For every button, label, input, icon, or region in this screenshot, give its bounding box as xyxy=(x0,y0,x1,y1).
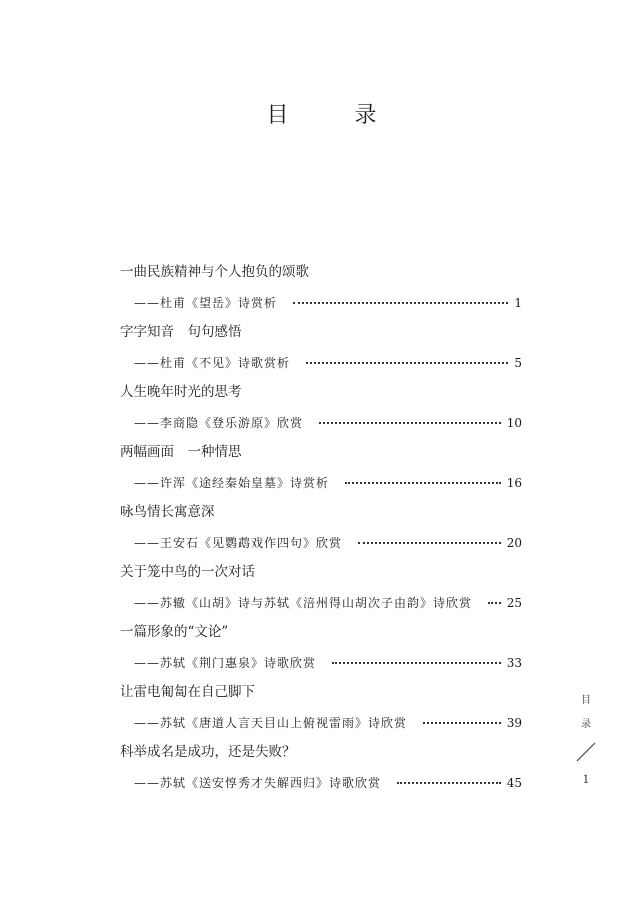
toc-entry-heading: 一曲民族精神与个人抱负的颂歌 xyxy=(120,264,309,280)
toc-entry[interactable] xyxy=(120,682,522,742)
toc-entry[interactable] xyxy=(120,742,522,802)
dot-leader xyxy=(293,302,508,304)
toc-entry-subtitle: ——苏轼《唐道人言天目山上俯视雷雨》诗欣赏 xyxy=(134,716,408,730)
toc-entry-page-number: 1 xyxy=(514,296,522,310)
toc-entry-page-number: 45 xyxy=(506,776,522,790)
toc-entry-heading: 字字知音 句句感悟 xyxy=(120,324,242,340)
toc-entry-heading: 关于笼中鸟的一次对话 xyxy=(120,564,255,580)
toc-entry[interactable] xyxy=(120,502,522,562)
toc-entry-subtitle: ——李商隐《登乐游原》欣赏 xyxy=(134,416,304,430)
toc-entry-subtitle: ——杜甫《不见》诗歌赏析 xyxy=(134,356,291,370)
toc-entry-subtitle: ——杜甫《望岳》诗赏析 xyxy=(134,296,278,310)
dot-leader xyxy=(319,422,501,424)
toc-entry-page-number: 10 xyxy=(506,416,522,430)
toc-entry-page-number: 16 xyxy=(506,476,522,490)
side-tab-char: 录 xyxy=(581,719,591,730)
page-number: 1 xyxy=(582,773,590,786)
toc-entry-subtitle: ——苏轼《送安惇秀才失解西归》诗歌欣赏 xyxy=(134,776,382,790)
slash-divider-icon xyxy=(575,741,597,763)
toc-entry-page-number: 20 xyxy=(506,536,522,550)
toc-entry[interactable] xyxy=(120,442,522,502)
toc-entry-subtitle: ——王安石《见鹦鹉戏作四句》欣赏 xyxy=(134,536,343,550)
toc-entry-page-number: 33 xyxy=(506,656,522,670)
dot-leader xyxy=(345,482,501,484)
toc-entry[interactable] xyxy=(120,262,522,322)
toc-entry-heading: 让雷电匍匐在自己脚下 xyxy=(120,684,255,700)
toc-entry-subtitle: ——苏轼《荆门惠泉》诗歌欣赏 xyxy=(134,656,317,670)
toc-entry-subtitle: ——许浑《途经秦始皇墓》诗赏析 xyxy=(134,476,330,490)
toc-entry-page-number: 25 xyxy=(506,596,522,610)
toc-entry-heading: 咏鸟情长寓意深 xyxy=(120,504,215,520)
toc-entry-heading: 科举成名是成功，还是失败？ xyxy=(120,744,296,760)
toc-entry-heading: 人生晚年时光的思考 xyxy=(120,384,242,400)
toc-entry-page-number: 5 xyxy=(514,356,522,370)
dot-leader xyxy=(332,662,501,664)
side-tab-char: 目 xyxy=(581,695,591,706)
dot-leader xyxy=(397,782,501,784)
toc-entry-subtitle: ——苏辙《山胡》诗与苏轼《涪州得山胡次子由韵》诗欣赏 xyxy=(134,596,473,610)
toc-entry[interactable] xyxy=(120,382,522,442)
toc-entry[interactable] xyxy=(120,562,522,622)
toc-entry[interactable] xyxy=(120,322,522,382)
dot-leader xyxy=(423,722,501,724)
table-of-contents xyxy=(120,262,522,802)
dot-leader xyxy=(488,602,501,604)
toc-entry-heading: 两幅画面 一种情思 xyxy=(120,444,242,460)
page-title: 目 录 xyxy=(266,103,399,128)
toc-entry-page-number: 39 xyxy=(506,716,522,730)
dot-leader xyxy=(358,542,501,544)
dot-leader xyxy=(306,362,508,364)
toc-entry[interactable] xyxy=(120,622,522,682)
toc-entry-heading: 一篇形象的“文论” xyxy=(120,624,229,640)
side-page-marker xyxy=(575,695,597,786)
